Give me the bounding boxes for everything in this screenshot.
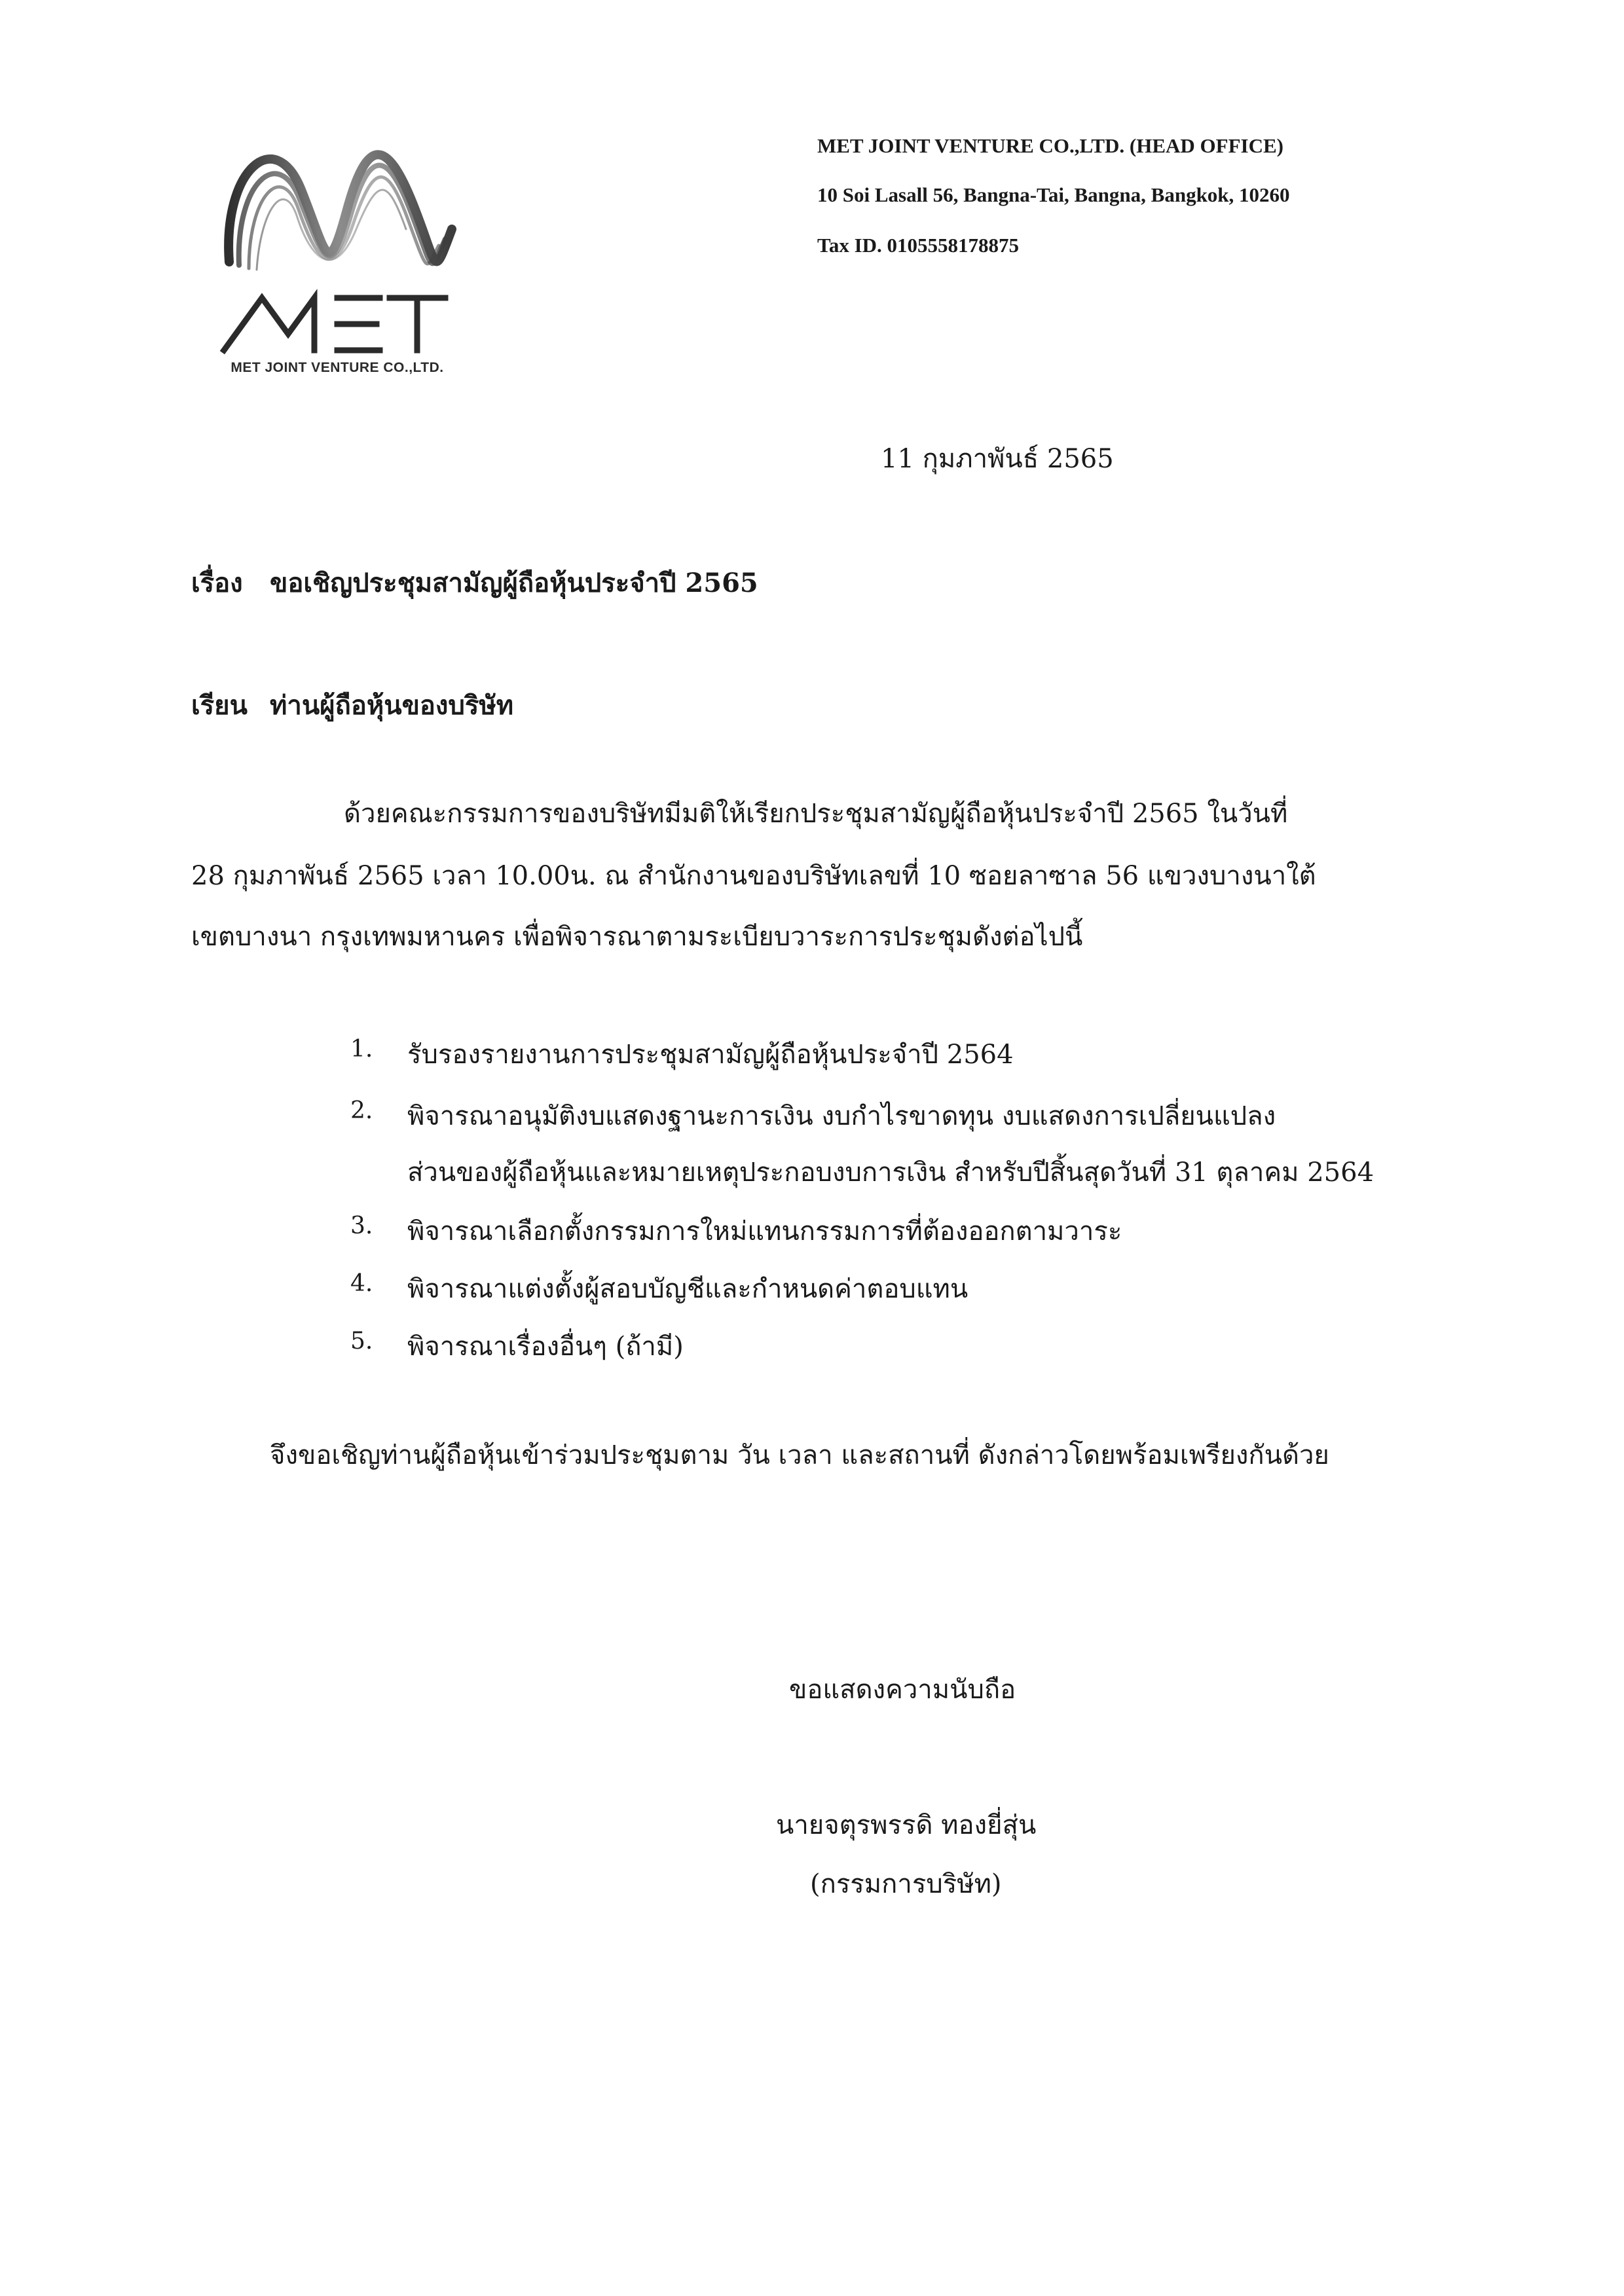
agenda-item-continued: ส่วนของผู้ถือหุ้นและหมายเหตุประกอบงบการเงิน สำหรับปีสิ้นสุดวันที่ 31 ตุลาคม 2564 xyxy=(407,1157,1375,1188)
letter-date: 11 กุมภาพันธ์ 2565 xyxy=(881,444,1114,474)
company-logo xyxy=(216,131,478,393)
agenda-number: 3. xyxy=(350,1212,373,1239)
salutation-label: เรียน xyxy=(191,690,248,721)
intro-line: ด้วยคณะกรรมการของบริษัทมีมติให้เรียกประชุมสามัญผู้ถือหุ้นประจำปี 2565 ในวันที่ xyxy=(344,799,1288,829)
subject-text: ขอเชิญประชุมสามัญผู้ถือหุ้นประจำปี 2565 xyxy=(270,568,758,598)
met-wave-logo-icon xyxy=(216,131,465,367)
salutation-text: ท่านผู้ถือหุ้นของบริษัท xyxy=(270,690,514,721)
agenda-number: 2. xyxy=(350,1097,373,1124)
agenda-number: 4. xyxy=(350,1270,373,1297)
closing-paragraph: จึงขอเชิญท่านผู้ถือหุ้นเข้าร่วมประชุมตาม วัน เวลา และสถานที่ ดังกล่าวโดยพร้อมเพรียงกันด้วย xyxy=(270,1440,1329,1470)
regards: ขอแสดงความนับถือ xyxy=(789,1675,1016,1705)
intro-line: เขตบางนา กรุงเทพมหานคร เพื่อพิจารณาตามระเบียบวาระการประชุมดังต่อไปนี้ xyxy=(191,922,1083,952)
agenda-item: พิจารณาอนุมัติงบแสดงฐานะการเงิน งบกำไรขาดทุน งบแสดงการเปลี่ยนแปลง xyxy=(407,1101,1276,1131)
subject-label: เรื่อง xyxy=(191,568,243,598)
intro-line: 28 กุมภาพันธ์ 2565 เวลา 10.00น. ณ สำนักงานของบริษัทเลขที่ 10 ซอยลาซาล 56 แขวงบางนาใต้ xyxy=(191,861,1316,891)
company-name: MET JOINT VENTURE CO.,LTD. (HEAD OFFICE) xyxy=(817,134,1283,157)
agenda-number: 5. xyxy=(350,1328,373,1355)
agenda-item: พิจารณาแต่งตั้งผู้สอบบัญชีและกำหนดค่าตอบแทน xyxy=(407,1274,969,1304)
signer-title: (กรรมการบริษัท) xyxy=(810,1869,1002,1899)
agenda-item: รับรองรายงานการประชุมสามัญผู้ถือหุ้นประจำปี 2564 xyxy=(407,1040,1014,1070)
company-address: 10 Soi Lasall 56, Bangna-Tai, Bangna, Bangkok, 10260 xyxy=(817,183,1290,206)
logo-caption: MET JOINT VENTURE CO.,LTD. xyxy=(231,360,444,375)
company-tax-id: Tax ID. 0105558178875 xyxy=(817,234,1020,257)
signer-name: นายจตุรพรรดิ ทองยี่สุ่น xyxy=(776,1810,1037,1840)
agenda-number: 1. xyxy=(350,1036,373,1063)
agenda-item: พิจารณาเรื่องอื่นๆ (ถ้ามี) xyxy=(407,1332,684,1362)
agenda-item: พิจารณาเลือกตั้งกรรมการใหม่แทนกรรมการที่ต้องออกตามวาระ xyxy=(407,1216,1122,1247)
